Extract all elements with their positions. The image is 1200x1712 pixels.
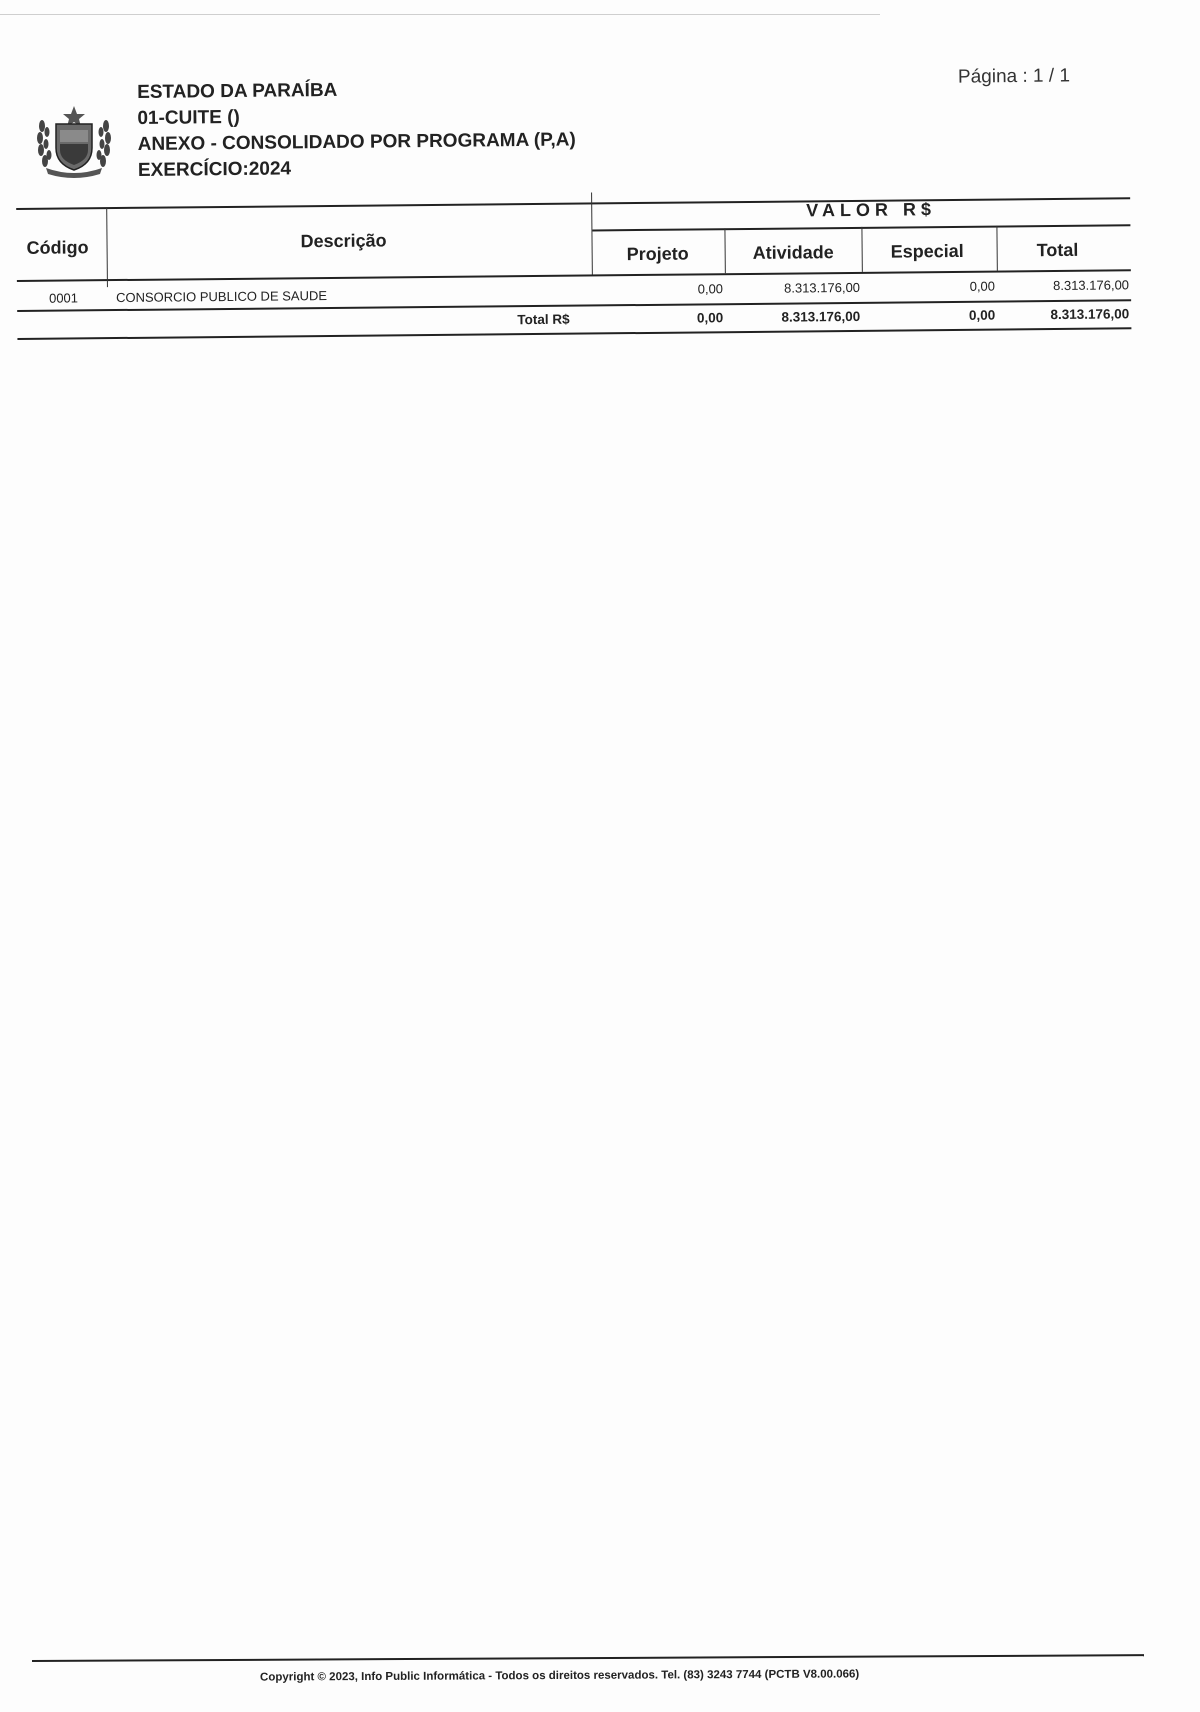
header-codigo: Código: [26, 237, 89, 258]
totals-especial: 0,00: [968, 307, 996, 323]
table-top-rule: [16, 197, 1130, 210]
coat-of-arms-icon: [34, 104, 114, 180]
totals-total: 8.313.176,00: [1050, 306, 1130, 323]
row-especial: 0,00: [969, 278, 996, 294]
row-atividade: 8.313.176,00: [784, 279, 861, 296]
header-especial: Especial: [890, 240, 964, 262]
entity-name: 01-CUITE (): [137, 106, 240, 129]
header-atividade: Atividade: [752, 242, 834, 263]
header-descricao: Descrição: [300, 230, 387, 252]
row-total: 8.313.176,00: [1053, 277, 1130, 294]
valor-left-divider: [591, 192, 593, 274]
row-descricao: CONSORCIO PUBLICO DE SAUDE: [115, 288, 328, 306]
page-indicator: Página : 1 / 1: [957, 65, 1071, 88]
header-projeto: Projeto: [626, 243, 689, 265]
codigo-divider: [106, 207, 108, 287]
totals-label: Total R$: [517, 311, 570, 328]
footer-rule: [32, 1654, 1144, 1662]
especial-divider: [996, 226, 998, 271]
row-projeto: 0,00: [697, 281, 724, 297]
report-header: [0, 0, 1200, 200]
state-name: ESTADO DA PARAÍBA: [137, 79, 338, 103]
row-codigo: 0001: [48, 290, 79, 306]
exercise-year: EXERCÍCIO:2024: [137, 158, 292, 181]
atividade-divider: [861, 227, 863, 272]
totals-atividade: 8.313.176,00: [781, 308, 861, 325]
report-title-block: [137, 75, 576, 184]
report-footer: [0, 1640, 1200, 1700]
totals-projeto: 0,00: [696, 310, 724, 326]
program-table: [16, 177, 1132, 368]
copyright-notice: Copyright © 2023, Info Public Informática - Todos os direitos reservados. Tel. (83) 3243 7744 (PCTB V8.00.066): [259, 1668, 860, 1684]
report-name: ANEXO - CONSOLIDADO POR PROGRAMA (P,A): [137, 129, 576, 155]
projeto-divider: [724, 228, 726, 273]
header-valor-group: VALOR R$: [806, 199, 937, 221]
table-bottom-rule: [17, 327, 1131, 340]
header-total: Total: [1036, 239, 1079, 261]
